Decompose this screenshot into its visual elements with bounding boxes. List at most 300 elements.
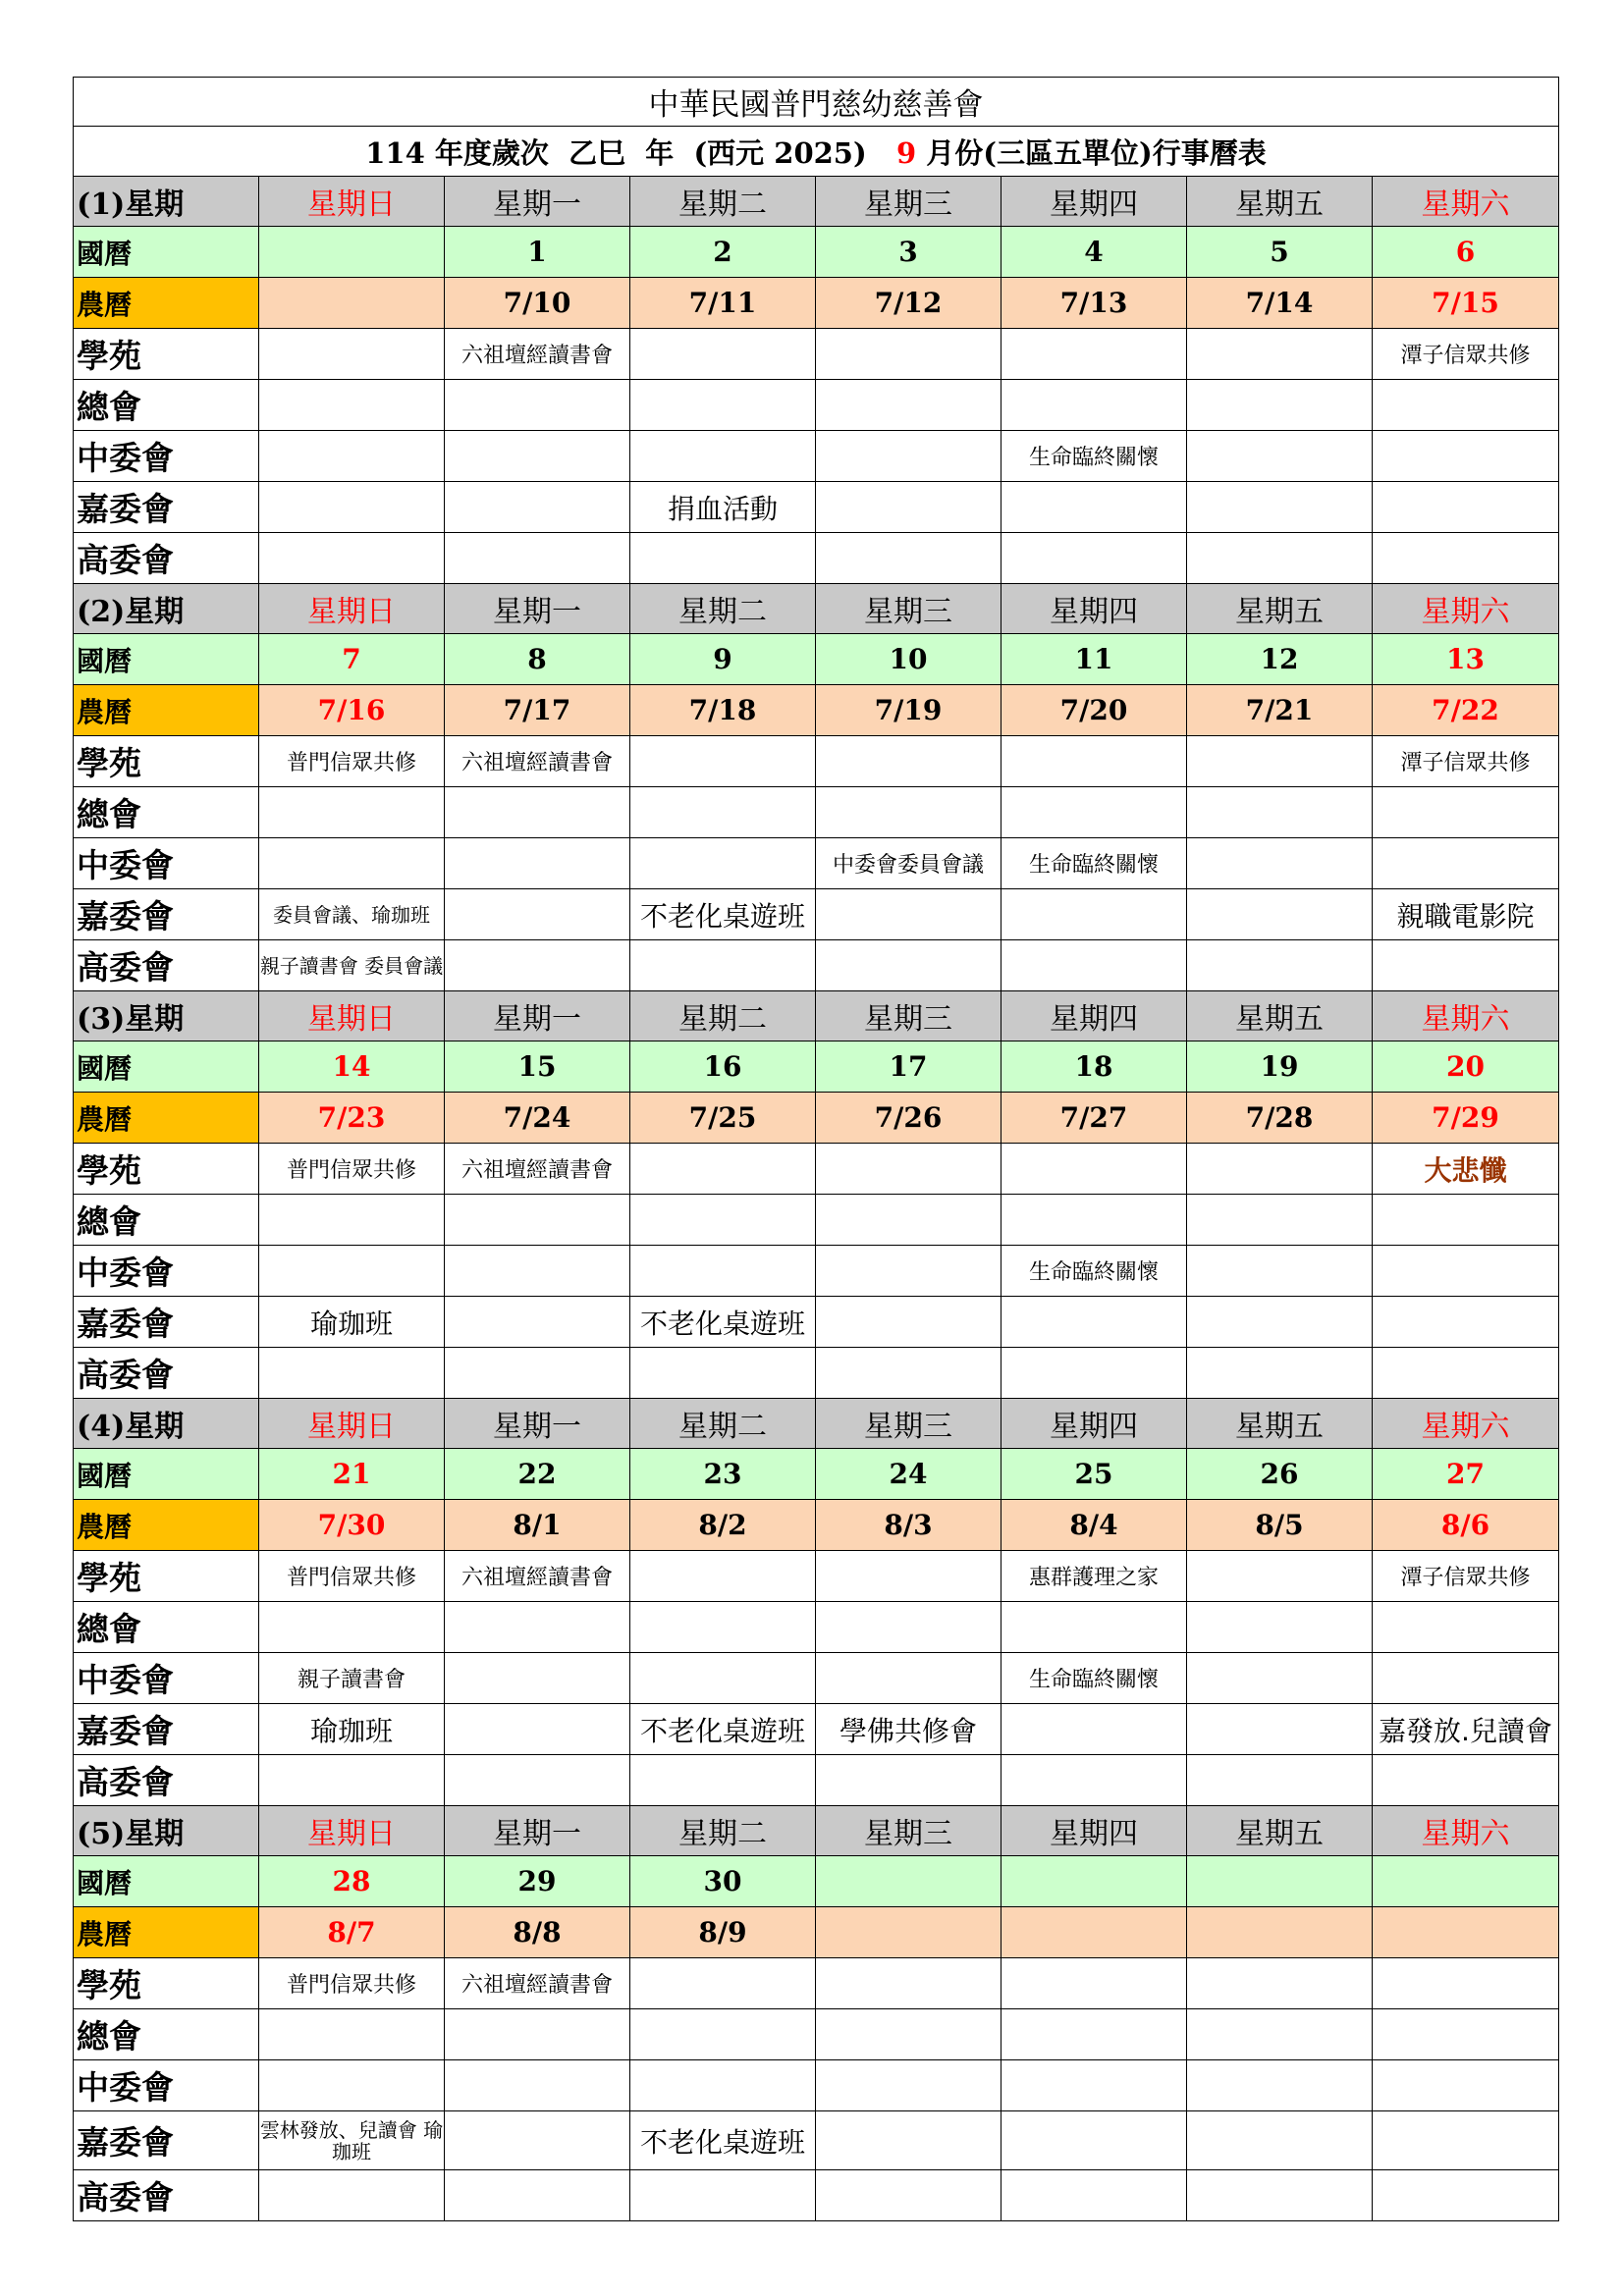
- event-cell: [816, 380, 1001, 431]
- weekday-header: 星期六: [1373, 177, 1559, 227]
- event-cell: [259, 1195, 445, 1246]
- lunar-date: 7/10: [445, 278, 630, 329]
- lunar-date: 8/7: [259, 1907, 445, 1958]
- event-cell: [1187, 2009, 1373, 2060]
- event-cell: [1001, 1348, 1187, 1399]
- lunar-date: 7/14: [1187, 278, 1373, 329]
- event-cell: [630, 787, 816, 838]
- event-cell: [1001, 1195, 1187, 1246]
- lunar-date: 7/17: [445, 685, 630, 736]
- event-cell: [816, 482, 1001, 533]
- lunar-label: 農曆: [74, 685, 259, 736]
- unit-row-headquarters: [74, 2009, 1559, 2060]
- event-cell: 普門信眾共修: [259, 1144, 445, 1195]
- gregorian-date: [259, 227, 445, 278]
- event-cell: [1373, 1653, 1559, 1704]
- event-cell: [1001, 533, 1187, 584]
- event-cell: [1001, 329, 1187, 380]
- unit-row-chiayi: [74, 1297, 1559, 1348]
- event-cell: [445, 431, 630, 482]
- event-cell: 惠群護理之家: [1001, 1551, 1187, 1602]
- lunar-date: 7/13: [1001, 278, 1187, 329]
- unit-label: 嘉委會: [74, 1704, 259, 1755]
- weekday-header: 星期三: [816, 584, 1001, 634]
- event-cell: [1187, 1551, 1373, 1602]
- event-cell: [1001, 889, 1187, 940]
- event-cell: [1373, 2009, 1559, 2060]
- week-label: (3)星期: [74, 991, 259, 1041]
- lunar-date: 7/23: [259, 1093, 445, 1144]
- event-cell: [1187, 533, 1373, 584]
- gregorian-date: 8: [445, 634, 630, 685]
- weekday-header: 星期一: [445, 177, 630, 227]
- unit-row-kaohsiung: [74, 940, 1559, 991]
- event-cell: [816, 2009, 1001, 2060]
- event-cell: [630, 2009, 816, 2060]
- weekday-header: 星期五: [1187, 1399, 1373, 1449]
- event-cell: 普門信眾共修: [259, 1958, 445, 2009]
- event-cell: [1373, 2060, 1559, 2111]
- unit-label: 嘉委會: [74, 1297, 259, 1348]
- unit-row-kaohsiung: [74, 1348, 1559, 1399]
- event-cell: [1187, 329, 1373, 380]
- event-cell: [1373, 1958, 1559, 2009]
- event-cell: [1187, 2111, 1373, 2170]
- event-cell: 六祖壇經讀書會: [445, 329, 630, 380]
- event-cell: [445, 787, 630, 838]
- unit-row-kaohsiung: [74, 533, 1559, 584]
- event-cell: [1187, 736, 1373, 787]
- lunar-date: 7/15: [1373, 278, 1559, 329]
- event-cell: 普門信眾共修: [259, 736, 445, 787]
- event-cell: [445, 838, 630, 889]
- event-cell: [630, 1195, 816, 1246]
- event-cell: [816, 940, 1001, 991]
- event-cell: [816, 787, 1001, 838]
- lunar-row: [74, 1500, 1559, 1551]
- gregorian-date: 15: [445, 1041, 630, 1093]
- event-cell: [1373, 1195, 1559, 1246]
- unit-label: 嘉委會: [74, 2111, 259, 2170]
- lunar-date: 7/26: [816, 1093, 1001, 1144]
- lunar-date: 7/19: [816, 685, 1001, 736]
- gregorian-date: 9: [630, 634, 816, 685]
- event-cell: [1187, 1653, 1373, 1704]
- weekday-header: 星期五: [1187, 584, 1373, 634]
- weekday-header: 星期五: [1187, 177, 1373, 227]
- event-cell: [630, 1246, 816, 1297]
- event-cell: 捐血活動: [630, 482, 816, 533]
- event-cell: 不老化桌遊班: [630, 1704, 816, 1755]
- week-header-row: [74, 1399, 1559, 1449]
- unit-row-headquarters: [74, 380, 1559, 431]
- gregorian-date: 30: [630, 1856, 816, 1907]
- event-cell: [816, 1653, 1001, 1704]
- week-header-row: [74, 584, 1559, 634]
- event-cell: [445, 1704, 630, 1755]
- event-cell: [816, 2111, 1001, 2170]
- lunar-date: [816, 1907, 1001, 1958]
- weekday-header: 星期日: [259, 991, 445, 1041]
- gregorian-date: 3: [816, 227, 1001, 278]
- event-cell: [630, 838, 816, 889]
- lunar-date: 7/20: [1001, 685, 1187, 736]
- gregorian-date: 25: [1001, 1449, 1187, 1500]
- event-cell: [816, 1144, 1001, 1195]
- lunar-date: 8/3: [816, 1500, 1001, 1551]
- weekday-header: 星期二: [630, 177, 816, 227]
- lunar-row: [74, 685, 1559, 736]
- gregorian-label: 國曆: [74, 1856, 259, 1907]
- lunar-date: 8/4: [1001, 1500, 1187, 1551]
- event-cell: [259, 2060, 445, 2111]
- event-cell: [816, 889, 1001, 940]
- weekday-header: 星期日: [259, 584, 445, 634]
- event-cell: [1187, 940, 1373, 991]
- weekday-header: 星期二: [630, 584, 816, 634]
- weekday-header: 星期日: [259, 177, 445, 227]
- event-cell: [259, 1246, 445, 1297]
- lunar-label: 農曆: [74, 1093, 259, 1144]
- unit-row-chiayi: [74, 482, 1559, 533]
- unit-label: 總會: [74, 787, 259, 838]
- unit-label: 中委會: [74, 1246, 259, 1297]
- gregorian-label: 國曆: [74, 1449, 259, 1500]
- lunar-date: 7/11: [630, 278, 816, 329]
- event-cell: [1187, 482, 1373, 533]
- event-cell: [1001, 736, 1187, 787]
- unit-label: 學苑: [74, 1551, 259, 1602]
- event-cell: [1187, 1958, 1373, 2009]
- lunar-date: [259, 278, 445, 329]
- weekday-header: 星期四: [1001, 584, 1187, 634]
- event-cell: [259, 1348, 445, 1399]
- event-cell: [1001, 2111, 1187, 2170]
- weekday-header: 星期一: [445, 1399, 630, 1449]
- page-title: 中華民國普門慈幼慈善會: [74, 78, 1559, 127]
- gregorian-date: 24: [816, 1449, 1001, 1500]
- event-cell: [1373, 1297, 1559, 1348]
- event-cell: 不老化桌遊班: [630, 889, 816, 940]
- event-cell: [445, 1246, 630, 1297]
- week-label: (4)星期: [74, 1399, 259, 1449]
- event-cell: [816, 1246, 1001, 1297]
- weekday-header: 星期三: [816, 1806, 1001, 1856]
- calendar-sheet: [73, 77, 1558, 2221]
- event-cell: [1001, 787, 1187, 838]
- event-cell: [259, 533, 445, 584]
- unit-row-chiayi: [74, 889, 1559, 940]
- weekday-header: 星期三: [816, 1399, 1001, 1449]
- week-header-row: [74, 1806, 1559, 1856]
- event-cell: 嘉發放.兒讀會: [1373, 1704, 1559, 1755]
- gregorian-row: [74, 227, 1559, 278]
- gregorian-date: 18: [1001, 1041, 1187, 1093]
- gregorian-date: 28: [259, 1856, 445, 1907]
- gregorian-label: 國曆: [74, 1041, 259, 1093]
- event-cell: [1001, 1704, 1187, 1755]
- unit-label: 總會: [74, 1195, 259, 1246]
- event-cell: [1373, 533, 1559, 584]
- lunar-row: [74, 278, 1559, 329]
- unit-label: 中委會: [74, 1653, 259, 1704]
- weekday-header: 星期日: [259, 1806, 445, 1856]
- event-cell: [816, 736, 1001, 787]
- event-cell: [630, 1653, 816, 1704]
- event-cell: [1373, 838, 1559, 889]
- event-cell: [816, 1602, 1001, 1653]
- gregorian-date: 5: [1187, 227, 1373, 278]
- gregorian-date: [1001, 1856, 1187, 1907]
- event-cell: [445, 1195, 630, 1246]
- event-cell: 六祖壇經讀書會: [445, 1958, 630, 2009]
- event-cell: 生命臨終關懷: [1001, 1653, 1187, 1704]
- subtitle-prefix: 114 年度歲次 乙巳 年 (西元 2025): [365, 135, 896, 170]
- lunar-date: 7/25: [630, 1093, 816, 1144]
- unit-label: 高委會: [74, 533, 259, 584]
- lunar-date: 7/24: [445, 1093, 630, 1144]
- lunar-date: 8/9: [630, 1907, 816, 1958]
- gregorian-date: 26: [1187, 1449, 1373, 1500]
- event-cell: [1187, 1246, 1373, 1297]
- event-cell: [1373, 431, 1559, 482]
- unit-row-kaohsiung: [74, 1755, 1559, 1806]
- gregorian-date: 27: [1373, 1449, 1559, 1500]
- lunar-row: [74, 1907, 1559, 1958]
- unit-row-central: [74, 838, 1559, 889]
- unit-label: 中委會: [74, 431, 259, 482]
- week-header-row: [74, 177, 1559, 227]
- event-cell: [1001, 2170, 1187, 2221]
- event-cell: [1373, 1755, 1559, 1806]
- event-cell: [1001, 1755, 1187, 1806]
- gregorian-date: 1: [445, 227, 630, 278]
- event-cell: 瑜珈班: [259, 1297, 445, 1348]
- gregorian-row: [74, 1041, 1559, 1093]
- event-cell: [1187, 1348, 1373, 1399]
- event-cell: [630, 2060, 816, 2111]
- gregorian-date: 11: [1001, 634, 1187, 685]
- event-cell: [816, 1348, 1001, 1399]
- gregorian-label: 國曆: [74, 634, 259, 685]
- event-cell: 潭子信眾共修: [1373, 736, 1559, 787]
- event-cell: [259, 431, 445, 482]
- weekday-header: 星期一: [445, 584, 630, 634]
- event-cell: [1187, 431, 1373, 482]
- unit-row-chiayi: [74, 1704, 1559, 1755]
- unit-row-academy: [74, 1551, 1559, 1602]
- gregorian-date: 29: [445, 1856, 630, 1907]
- gregorian-date: 16: [630, 1041, 816, 1093]
- unit-label: 總會: [74, 1602, 259, 1653]
- weekday-header: 星期一: [445, 991, 630, 1041]
- lunar-label: 農曆: [74, 278, 259, 329]
- unit-row-academy: [74, 736, 1559, 787]
- unit-row-academy: [74, 1958, 1559, 2009]
- event-cell: 瑜珈班: [259, 1704, 445, 1755]
- unit-label: 高委會: [74, 1348, 259, 1399]
- event-cell: [1373, 787, 1559, 838]
- gregorian-date: 21: [259, 1449, 445, 1500]
- weekday-header: 星期五: [1187, 1806, 1373, 1856]
- event-cell: [259, 838, 445, 889]
- unit-label: 學苑: [74, 736, 259, 787]
- gregorian-label: 國曆: [74, 227, 259, 278]
- gregorian-row: [74, 1449, 1559, 1500]
- event-cell: [1373, 2170, 1559, 2221]
- event-cell: [630, 533, 816, 584]
- unit-label: 總會: [74, 2009, 259, 2060]
- event-cell: [816, 431, 1001, 482]
- event-cell: [1373, 1348, 1559, 1399]
- event-cell: 中委會委員會議: [816, 838, 1001, 889]
- event-cell: [259, 1755, 445, 1806]
- event-cell: [630, 380, 816, 431]
- lunar-date: 8/8: [445, 1907, 630, 1958]
- event-cell: [1001, 2060, 1187, 2111]
- event-cell: 大悲懺: [1373, 1144, 1559, 1195]
- weekday-header: 星期四: [1001, 1806, 1187, 1856]
- unit-label: 學苑: [74, 329, 259, 380]
- event-cell: [259, 2170, 445, 2221]
- event-cell: [259, 329, 445, 380]
- lunar-date: 7/28: [1187, 1093, 1373, 1144]
- event-cell: [1187, 1195, 1373, 1246]
- weekday-header: 星期二: [630, 991, 816, 1041]
- weekday-header: 星期六: [1373, 1399, 1559, 1449]
- gregorian-row: [74, 1856, 1559, 1907]
- event-cell: 雲林發放、兒讀會 瑜珈班: [259, 2111, 445, 2170]
- event-cell: [445, 2170, 630, 2221]
- weekday-header: 星期三: [816, 177, 1001, 227]
- event-cell: [1001, 380, 1187, 431]
- event-cell: [445, 1755, 630, 1806]
- lunar-date: 8/6: [1373, 1500, 1559, 1551]
- lunar-date: 8/1: [445, 1500, 630, 1551]
- event-cell: [630, 2170, 816, 2221]
- event-cell: [445, 1602, 630, 1653]
- event-cell: [630, 1602, 816, 1653]
- event-cell: [259, 482, 445, 533]
- weekday-header: 星期五: [1187, 991, 1373, 1041]
- event-cell: [816, 1297, 1001, 1348]
- event-cell: 不老化桌遊班: [630, 1297, 816, 1348]
- unit-label: 嘉委會: [74, 889, 259, 940]
- gregorian-date: 10: [816, 634, 1001, 685]
- gregorian-date: [816, 1856, 1001, 1907]
- event-cell: [445, 2111, 630, 2170]
- gregorian-date: 7: [259, 634, 445, 685]
- event-cell: 學佛共修會: [816, 1704, 1001, 1755]
- event-cell: [1001, 482, 1187, 533]
- lunar-date: 7/21: [1187, 685, 1373, 736]
- gregorian-date: 6: [1373, 227, 1559, 278]
- event-cell: [259, 1602, 445, 1653]
- event-cell: [445, 2060, 630, 2111]
- event-cell: [816, 533, 1001, 584]
- gregorian-date: 12: [1187, 634, 1373, 685]
- weekday-header: 星期六: [1373, 991, 1559, 1041]
- lunar-date: [1373, 1907, 1559, 1958]
- unit-row-central: [74, 1653, 1559, 1704]
- event-cell: [1373, 1246, 1559, 1297]
- unit-label: 總會: [74, 380, 259, 431]
- event-cell: [259, 2009, 445, 2060]
- event-cell: 六祖壇經讀書會: [445, 1144, 630, 1195]
- event-cell: [816, 1755, 1001, 1806]
- lunar-date: 8/5: [1187, 1500, 1373, 1551]
- event-cell: [1187, 838, 1373, 889]
- event-cell: 六祖壇經讀書會: [445, 736, 630, 787]
- event-cell: [1187, 1297, 1373, 1348]
- lunar-row: [74, 1093, 1559, 1144]
- event-cell: 生命臨終關懷: [1001, 431, 1187, 482]
- weekday-header: 星期日: [259, 1399, 445, 1449]
- event-cell: [630, 431, 816, 482]
- gregorian-date: 14: [259, 1041, 445, 1093]
- event-cell: 委員會議、瑜珈班: [259, 889, 445, 940]
- event-cell: [1187, 2170, 1373, 2221]
- event-cell: 潭子信眾共修: [1373, 1551, 1559, 1602]
- weekday-header: 星期四: [1001, 1399, 1187, 1449]
- lunar-label: 農曆: [74, 1500, 259, 1551]
- weekday-header: 星期六: [1373, 1806, 1559, 1856]
- gregorian-date: 23: [630, 1449, 816, 1500]
- event-cell: [445, 533, 630, 584]
- unit-label: 嘉委會: [74, 482, 259, 533]
- gregorian-date: 20: [1373, 1041, 1559, 1093]
- event-cell: 普門信眾共修: [259, 1551, 445, 1602]
- event-cell: 生命臨終關懷: [1001, 1246, 1187, 1297]
- lunar-date: 7/27: [1001, 1093, 1187, 1144]
- event-cell: 潭子信眾共修: [1373, 329, 1559, 380]
- event-cell: [1001, 1144, 1187, 1195]
- lunar-date: 7/29: [1373, 1093, 1559, 1144]
- weekday-header: 星期四: [1001, 177, 1187, 227]
- lunar-date: 8/2: [630, 1500, 816, 1551]
- event-cell: [816, 2170, 1001, 2221]
- event-cell: [1187, 2060, 1373, 2111]
- event-cell: [445, 889, 630, 940]
- event-cell: [630, 1348, 816, 1399]
- lunar-date: [1187, 1907, 1373, 1958]
- unit-row-headquarters: [74, 1195, 1559, 1246]
- event-cell: [1373, 482, 1559, 533]
- event-cell: [445, 940, 630, 991]
- week-label: (1)星期: [74, 177, 259, 227]
- event-cell: [445, 1297, 630, 1348]
- event-cell: [1187, 380, 1373, 431]
- event-cell: [445, 482, 630, 533]
- event-cell: [1001, 1958, 1187, 2009]
- unit-row-central: [74, 2060, 1559, 2111]
- lunar-date: 7/22: [1373, 685, 1559, 736]
- week-label: (5)星期: [74, 1806, 259, 1856]
- event-cell: [1001, 1602, 1187, 1653]
- weekday-header: 星期一: [445, 1806, 630, 1856]
- event-cell: [445, 2009, 630, 2060]
- gregorian-date: 13: [1373, 634, 1559, 685]
- event-cell: [1373, 380, 1559, 431]
- weekday-header: 星期六: [1373, 584, 1559, 634]
- unit-label: 高委會: [74, 2170, 259, 2221]
- event-cell: 生命臨終關懷: [1001, 838, 1187, 889]
- event-cell: [1187, 889, 1373, 940]
- event-cell: [816, 1551, 1001, 1602]
- unit-label: 中委會: [74, 838, 259, 889]
- event-cell: [1373, 2111, 1559, 2170]
- event-cell: [630, 329, 816, 380]
